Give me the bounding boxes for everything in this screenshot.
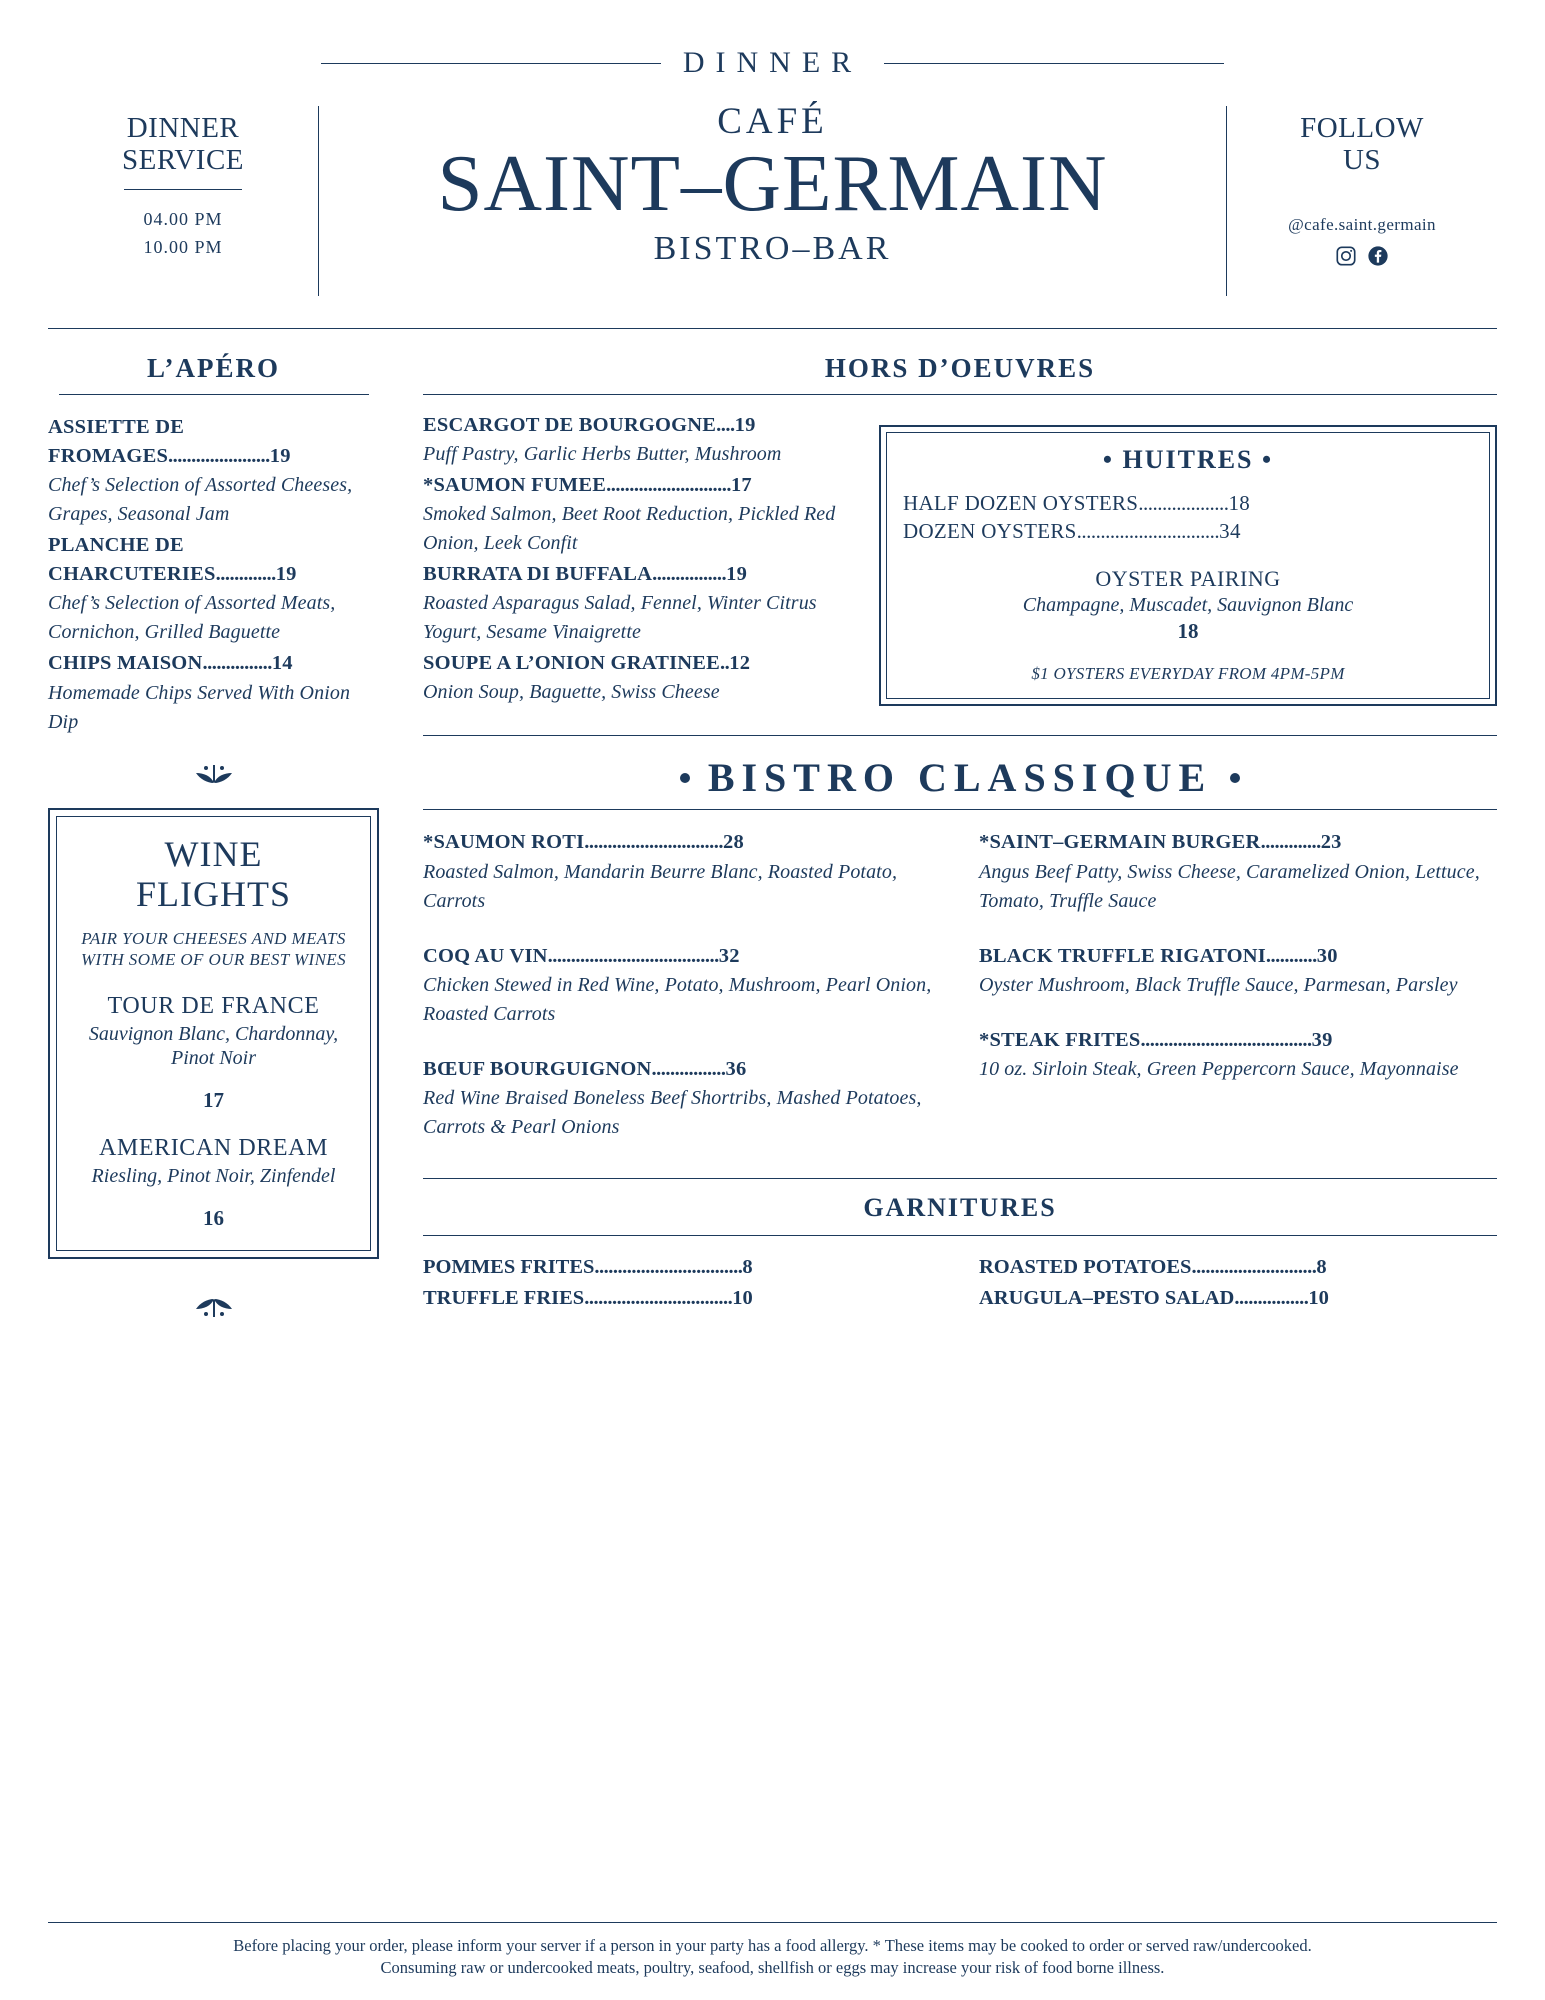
bistro-right-column bbox=[979, 828, 1497, 1167]
menu-item: TRUFFLE FRIES................................10 bbox=[423, 1286, 753, 1309]
menu-item bbox=[979, 942, 1497, 1000]
social-icons bbox=[1227, 245, 1497, 267]
bistro-classique-heading bbox=[423, 754, 1497, 801]
menu-item-name: SOUPE A L’ONION GRATINEE..12 bbox=[423, 652, 751, 675]
allergy-disclaimer-line1: Before placing your order, please inform your server if a person in your party has a food allergy. * These items may be cooked to order or served raw/undercooked. bbox=[233, 1936, 1312, 1956]
dinner-title: DINNER bbox=[682, 46, 863, 79]
menu-item-name: ESCARGOT DE BOURGOGNE....19 bbox=[423, 414, 756, 436]
facebook-icon[interactable] bbox=[1367, 245, 1389, 267]
wine-flight-desc: Sauvignon Blanc, Chardonnay, Pinot Noir bbox=[88, 1022, 339, 1069]
menu-item bbox=[423, 828, 941, 915]
menu-item-name: PLANCHE DE CHARCUTERIES.............19 bbox=[48, 534, 297, 586]
huitres-title: • HUITRES • bbox=[1102, 445, 1274, 474]
apero-title: L’APÉRO bbox=[146, 353, 281, 383]
huitres-item: HALF DOZEN OYSTERS...................18 bbox=[903, 491, 1251, 515]
menu-item bbox=[48, 649, 379, 736]
menu-item bbox=[979, 1026, 1497, 1084]
header-bottom-rule bbox=[48, 328, 1497, 329]
menu-item-desc: Red Wine Braised Boneless Beef Shortribs, Mashed Potatoes, Carrots & Pearl Onions bbox=[423, 1086, 922, 1138]
wine-flights-title: WINE FLIGHTS bbox=[135, 833, 291, 914]
bistro-bottom-rule bbox=[423, 809, 1497, 810]
social-handle: @cafe.saint.germain bbox=[1288, 214, 1436, 234]
garnitures-title: GARNITURES bbox=[863, 1192, 1057, 1222]
footer-rule bbox=[48, 1922, 1497, 1923]
wine-flight-entry bbox=[68, 1135, 359, 1231]
oyster-pairing-title: OYSTER PAIRING bbox=[1095, 565, 1281, 591]
brand-block bbox=[319, 100, 1226, 310]
menu-item-name: *SAUMON FUMEE...........................17 bbox=[423, 474, 752, 497]
menu-item-name: BLACK TRUFFLE RIGATONI...........30 bbox=[979, 944, 1338, 967]
menu-item bbox=[423, 942, 941, 1029]
follow-line1: FOLLOW bbox=[1300, 112, 1424, 144]
wine-flight-entry bbox=[68, 993, 359, 1113]
garnitures-bottom-rule bbox=[423, 1235, 1497, 1236]
oyster-pairing-desc: Champagne, Muscadet, Sauvignon Blanc bbox=[1022, 593, 1354, 616]
menu-item-desc: Roasted Salmon, Mandarin Beurre Blanc, Roasted Potato, Carrots bbox=[423, 860, 898, 912]
left-column bbox=[48, 339, 423, 1330]
menu-item: ROASTED POTATOES...........................8 bbox=[979, 1255, 1327, 1278]
menu-item-name: CHIPS MAISON...............14 bbox=[48, 652, 293, 675]
dinner-banner bbox=[48, 28, 1497, 80]
oyster-special-note: $1 OYSTERS EVERYDAY FROM 4PM-5PM bbox=[1031, 663, 1345, 683]
wine-flight-desc: Riesling, Pinot Noir, Zinfendel bbox=[91, 1164, 336, 1187]
garnitures-right-column bbox=[979, 1252, 1497, 1314]
menu-item-name: BURRATA DI BUFFALA................19 bbox=[423, 563, 748, 586]
dinner-service-block bbox=[48, 100, 318, 310]
right-column bbox=[423, 339, 1497, 1330]
ornament-top-icon bbox=[48, 763, 379, 802]
brand-cafe-word: CAFÉ bbox=[717, 101, 828, 142]
menu-item-desc: 10 oz. Sirloin Steak, Green Peppercorn Sauce, Mayonnaise bbox=[979, 1057, 1459, 1080]
menu-item-name: *STEAK FRITES.....................................39 bbox=[979, 1028, 1333, 1051]
instagram-icon[interactable] bbox=[1335, 245, 1357, 267]
menu-item bbox=[423, 411, 853, 469]
menu-item-desc: Chicken Stewed in Red Wine, Potato, Mushroom, Pearl Onion, Roasted Carrots bbox=[423, 973, 932, 1025]
dinner-service-line2: SERVICE bbox=[121, 144, 245, 177]
garnitures-items bbox=[423, 1252, 1497, 1314]
wine-flight-name: AMERICAN DREAM bbox=[98, 1134, 329, 1161]
service-close-time: 10.00 PM bbox=[143, 236, 223, 257]
wine-flights-box bbox=[48, 808, 379, 1259]
wine-flights-subtitle: PAIR YOUR CHEESES AND MEATS WITH SOME OF OUR BEST WINES bbox=[81, 929, 346, 970]
menu-item-desc: Homemade Chips Served With Onion Dip bbox=[48, 681, 351, 733]
garnitures-left-column bbox=[423, 1252, 941, 1314]
menu-item-desc: Chef’s Selection of Assorted Cheeses, Grapes, Seasonal Jam bbox=[48, 474, 353, 526]
brand-name: SAINT–GERMAIN bbox=[437, 138, 1108, 228]
menu-item-name: COQ AU VIN.....................................32 bbox=[423, 944, 740, 967]
menu-item bbox=[423, 1055, 941, 1142]
menu-item-desc: Chef’s Selection of Assorted Meats, Cornichon, Grilled Baguette bbox=[48, 592, 336, 644]
bistro-classique-items bbox=[423, 828, 1497, 1167]
service-divider bbox=[124, 189, 242, 190]
menu-item bbox=[979, 828, 1497, 915]
menu-item bbox=[48, 531, 379, 647]
wine-flight-price: 16 bbox=[203, 1205, 224, 1230]
menu-item bbox=[48, 413, 379, 529]
oyster-pairing-price: 18 bbox=[1177, 618, 1199, 643]
menu-item-desc: Onion Soup, Baguette, Swiss Cheese bbox=[423, 681, 720, 704]
allergy-disclaimer-line2: Consuming raw or undercooked meats, poultry, seafood, shellfish or eggs may increase your risk of food borne illness. bbox=[380, 1957, 1165, 1977]
menu-item-name: *SAINT–GERMAIN BURGER.............23 bbox=[979, 831, 1342, 854]
huitres-item: DOZEN OYSTERS..............................34 bbox=[903, 519, 1241, 544]
menu-item-desc: Oyster Mushroom, Black Truffle Sauce, Parmesan, Parsley bbox=[979, 973, 1458, 996]
wine-flight-price: 17 bbox=[203, 1087, 224, 1112]
apero-items bbox=[48, 413, 379, 737]
menu-item bbox=[423, 649, 853, 707]
bistro-top-rule bbox=[423, 735, 1497, 736]
menu-item: POMMES FRITES................................8 bbox=[423, 1255, 753, 1278]
ornament-bottom-icon bbox=[48, 1285, 379, 1324]
header-rule-left bbox=[321, 63, 661, 64]
hors-doeuvres-title: HORS D’OEUVRES bbox=[824, 353, 1096, 383]
huitres-box bbox=[879, 425, 1497, 706]
service-open-time: 04.00 PM bbox=[143, 208, 223, 229]
service-hours bbox=[48, 206, 318, 262]
bistro-classique-title: BISTRO CLASSIQUE bbox=[707, 755, 1213, 801]
menu-item-desc: Roasted Asparagus Salad, Fennel, Winter Citrus Yogurt, Sesame Vinaigrette bbox=[423, 592, 817, 644]
bullet-dot-left-icon bbox=[680, 773, 690, 783]
bullet-dot-right-icon bbox=[1230, 773, 1240, 783]
menu-item-name: ASSIETTE DE FROMAGES......................19 bbox=[48, 416, 291, 468]
hors-doeuvres-items bbox=[423, 411, 853, 709]
menu-item-desc: Puff Pastry, Garlic Herbs Butter, Mushroom bbox=[423, 443, 782, 466]
menu-item-desc: Smoked Salmon, Beet Root Reduction, Pickled Red Onion, Leek Confit bbox=[423, 503, 836, 555]
menu-item-desc: Angus Beef Patty, Swiss Cheese, Caramelized Onion, Lettuce, Tomato, Truffle Sauce bbox=[979, 860, 1480, 912]
menu-item bbox=[423, 560, 853, 647]
dinner-service-label bbox=[48, 112, 318, 177]
apero-rule bbox=[59, 394, 369, 395]
follow-label bbox=[1227, 112, 1497, 177]
menu-item-name: *SAUMON ROTI..............................28 bbox=[423, 831, 744, 854]
bistro-left-column bbox=[423, 828, 941, 1167]
brand-subtitle: BISTRO–BAR bbox=[653, 230, 892, 267]
menu-item bbox=[423, 471, 853, 558]
menu-footer bbox=[48, 1922, 1497, 1978]
follow-block bbox=[1227, 100, 1497, 310]
hors-doeuvres-rule bbox=[423, 394, 1497, 395]
menu-item-name: BŒUF BOURGUIGNON................36 bbox=[423, 1057, 747, 1080]
follow-line2: US bbox=[1342, 144, 1382, 177]
header-rule-right bbox=[884, 63, 1224, 64]
menu-item: ARUGULA–PESTO SALAD................10 bbox=[979, 1286, 1329, 1309]
wine-flight-name: TOUR DE FRANCE bbox=[107, 992, 320, 1019]
dinner-service-line1: DINNER bbox=[126, 112, 240, 144]
menu-header bbox=[48, 28, 1497, 328]
